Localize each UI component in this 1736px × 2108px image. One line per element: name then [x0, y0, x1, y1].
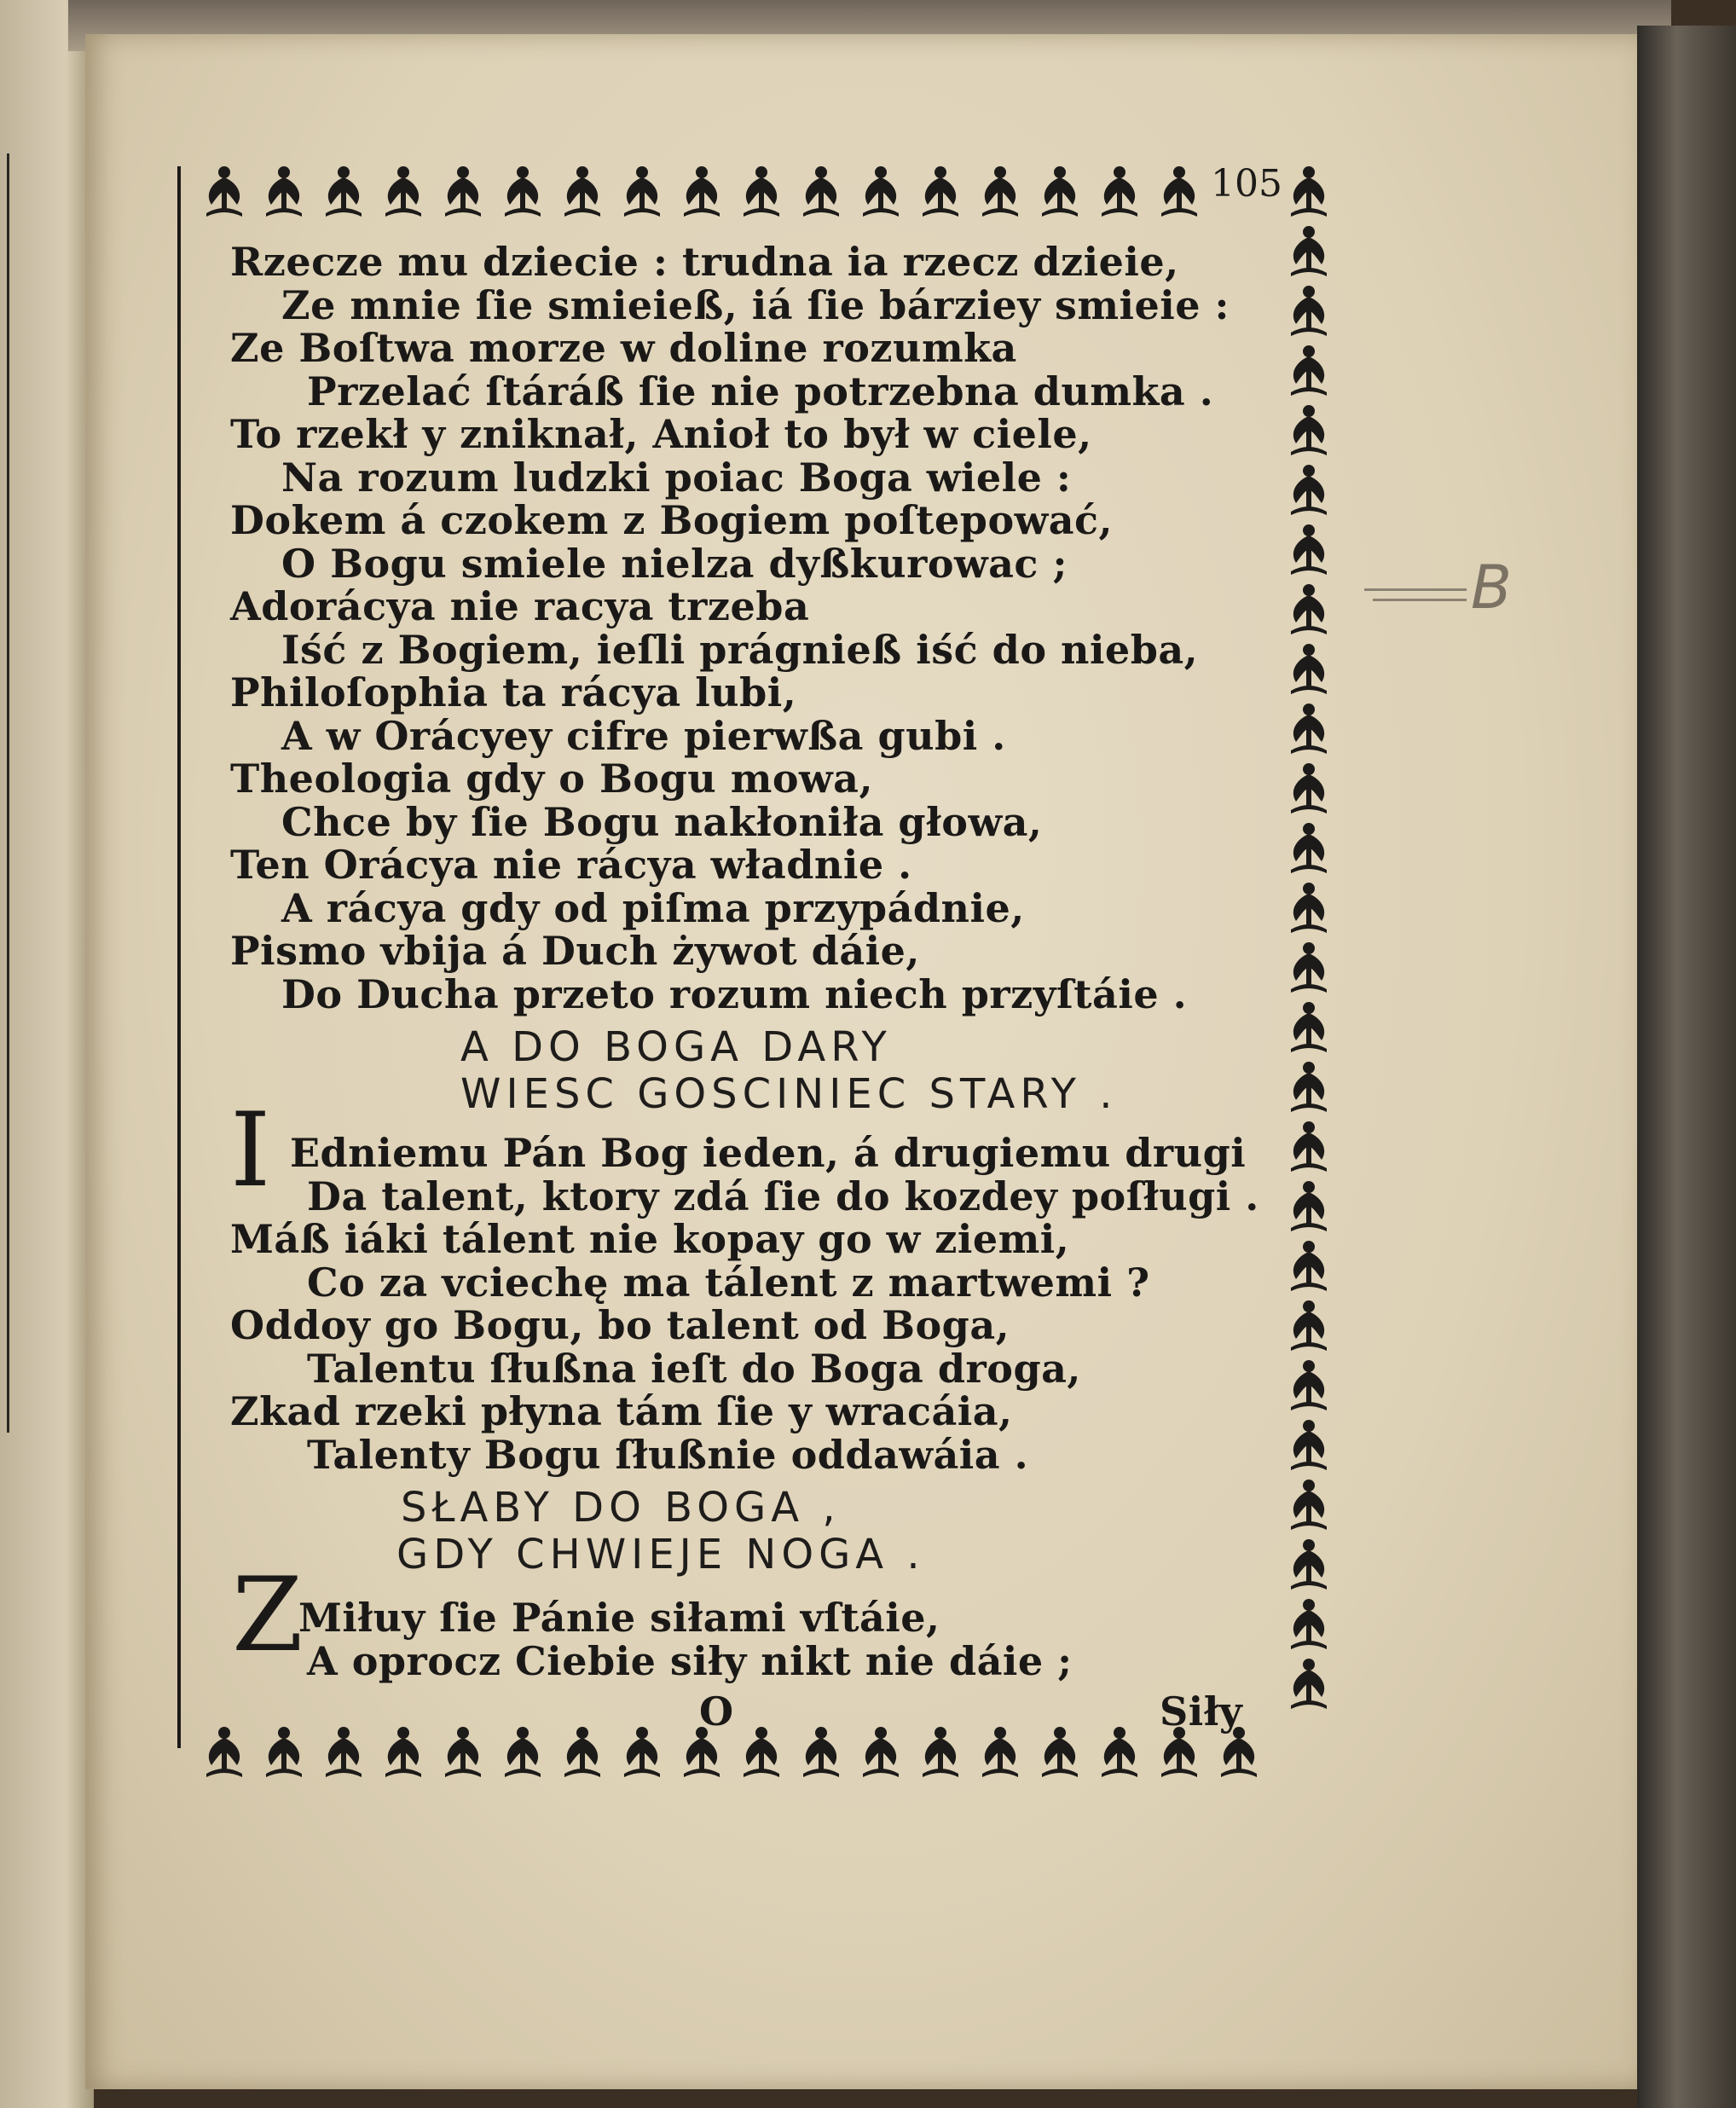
fleuron-icon — [1279, 1475, 1339, 1535]
verse-line: Pismo vbija á Duch żywot dáie, — [230, 928, 920, 974]
fleuron-icon — [791, 1723, 851, 1782]
fleuron-icon — [1030, 162, 1090, 222]
pencil-dash — [1373, 599, 1467, 601]
pencil-annotation — [1364, 553, 1560, 623]
fleuron-icon — [194, 162, 254, 222]
verse-line: Rzecze mu dziecie : trudna ia rzecz dzieie, — [230, 239, 1179, 285]
fleuron-icon — [732, 162, 791, 222]
fleuron-icon — [1279, 281, 1339, 341]
fleuron-icon — [1279, 1177, 1339, 1236]
verse-line: Ze mnie ſie smieieß, iá ſie bárziey smieie : — [281, 281, 1230, 328]
fleuron-icon — [612, 162, 672, 222]
fleuron-icon — [612, 1723, 672, 1782]
left-page-edge — [0, 0, 94, 2108]
fleuron-icon — [911, 162, 970, 222]
fleuron-icon — [1279, 878, 1339, 938]
verse-line: Do Ducha przeto rozum niech przyſtáie . — [281, 970, 1188, 1017]
fleuron-icon — [373, 162, 433, 222]
heading-second-line2: GDY CHWIEJE NOGA . — [396, 1531, 925, 1578]
fleuron-icon — [1279, 460, 1339, 520]
verse-line: A oprocz Ciebie siły nikt nie dáie ; — [307, 1637, 1073, 1684]
fleuron-icon — [1279, 1654, 1339, 1714]
fleuron-icon — [194, 1723, 254, 1782]
fleuron-icon — [314, 1723, 373, 1782]
fleuron-icon — [314, 162, 373, 222]
fleuron-icon — [1279, 222, 1339, 281]
verse-line: Edniemu Pán Bog ieden, á drugiemu drugi — [290, 1130, 1247, 1176]
verse-line: Máß iáki tálent nie kopay go w ziemi, — [230, 1216, 1070, 1262]
fleuron-icon — [1279, 1595, 1339, 1654]
frame-left-rule — [177, 166, 181, 1748]
fleuron-icon — [911, 1723, 970, 1782]
pencil-letter: B — [1471, 553, 1513, 623]
fleuron-icon — [1279, 699, 1339, 759]
fleuron-icon — [1279, 1117, 1339, 1177]
fleuron-icon — [254, 162, 314, 222]
fleuron-icon — [791, 162, 851, 222]
fleuron-icon — [970, 162, 1030, 222]
verse-line: Iść z Bogiem, ieſli prágnieß iść do nieba, — [281, 626, 1199, 673]
verse-line: Zkad rzeki płyna tám ſie y wracáia, — [230, 1388, 1013, 1434]
verse-line: Talentu ſłußna ieſt do Boga droga, — [307, 1345, 1081, 1392]
fleuron-icon — [1279, 1356, 1339, 1416]
verse-line: A rácya gdy od piſma przypádnie, — [281, 884, 1025, 931]
catchword: Siły — [1160, 1688, 1243, 1734]
fleuron-icon — [254, 1723, 314, 1782]
fleuron-icon — [1279, 1535, 1339, 1595]
fleuron-icon — [493, 1723, 553, 1782]
fleuron-icon — [553, 1723, 612, 1782]
fleuron-icon — [1279, 1296, 1339, 1356]
fleuron-icon — [1030, 1723, 1090, 1782]
fleuron-icon — [1090, 162, 1149, 222]
fleuron-icon — [732, 1723, 791, 1782]
fleuron-icon — [1279, 759, 1339, 819]
fleuron-icon — [851, 1723, 911, 1782]
pencil-dash — [1364, 588, 1467, 591]
verse-line: Talenty Bogu ſłußnie oddawáia . — [307, 1431, 1029, 1478]
verse-line: Na rozum ludzki poiac Boga wiele : — [281, 454, 1072, 501]
verse-line: Miłuy ſie Pánie siłami vſtáie, — [298, 1595, 940, 1641]
fleuron-icon — [433, 162, 493, 222]
fleuron-icon — [1279, 938, 1339, 998]
fleuron-icon — [433, 1723, 493, 1782]
ornament-border-top — [194, 162, 1201, 222]
verse-line: Oddoy go Bogu, bo talent od Boga, — [230, 1302, 1010, 1348]
fleuron-icon — [1279, 819, 1339, 878]
left-page-rule — [7, 153, 9, 1433]
fleuron-icon — [1279, 1236, 1339, 1296]
heading-second-line1: SŁABY DO BOGA , — [401, 1484, 841, 1532]
fleuron-icon — [1279, 998, 1339, 1057]
verse-line: Da talent, ktory zdá ſie do kozdey poſługi . — [307, 1173, 1259, 1219]
verse-line: O Bogu smiele nielza dyßkurowac ; — [281, 540, 1068, 587]
verse-line: Chce by ſie Bogu nakłoniła głowa, — [281, 798, 1043, 845]
fleuron-icon — [1149, 162, 1201, 222]
fleuron-icon — [672, 162, 732, 222]
verse-line: Ze Boſtwa morze w doline rozumka — [230, 325, 1017, 371]
fleuron-icon — [1279, 580, 1339, 640]
ornament-border-right — [1279, 162, 1339, 1740]
verse-line: Theologia gdy o Bogu mowa, — [230, 756, 873, 802]
verse-line: Co za vciechę ma tálent z martwemi ? — [307, 1259, 1150, 1306]
verse-line: Przelać ſtáráß ſie nie potrzebna dumka . — [307, 368, 1214, 414]
heading-first-line2: WIESC GOSCINIEC STARY . — [460, 1070, 1118, 1118]
fleuron-icon — [1279, 1416, 1339, 1475]
drop-capital: I — [230, 1092, 271, 1210]
fleuron-icon — [1279, 640, 1339, 699]
page-number: 105 — [1211, 162, 1282, 206]
verse-line: Philoſophia ta rácya lubi, — [230, 669, 797, 715]
verse-line: Dokem á czokem z Bogiem poſtepować, — [230, 497, 1114, 543]
fleuron-icon — [970, 1723, 1030, 1782]
fleuron-icon — [1279, 520, 1339, 580]
fleuron-icon — [1279, 401, 1339, 460]
drop-capital: Z — [232, 1556, 304, 1675]
verse-line: Adorácya nie racya trzeba — [230, 583, 810, 629]
fleuron-icon — [1279, 1057, 1339, 1117]
fleuron-icon — [1090, 1723, 1149, 1782]
heading-first-line1: A DO BOGA DARY — [460, 1023, 892, 1071]
fleuron-icon — [851, 162, 911, 222]
fleuron-icon — [493, 162, 553, 222]
verse-line: Ten Orácya nie rácya władnie . — [230, 842, 912, 888]
fleuron-icon — [553, 162, 612, 222]
fleuron-icon — [373, 1723, 433, 1782]
verse-line: A w Orácyey cifre pierwßa gubi . — [281, 712, 1006, 759]
verse-line: To rzekł y zniknał, Anioł to był w ciele, — [230, 411, 1092, 457]
signature-mark: O — [699, 1688, 734, 1734]
fleuron-icon — [1279, 162, 1339, 222]
book-spine — [1637, 26, 1736, 2108]
fleuron-icon — [1279, 341, 1339, 401]
